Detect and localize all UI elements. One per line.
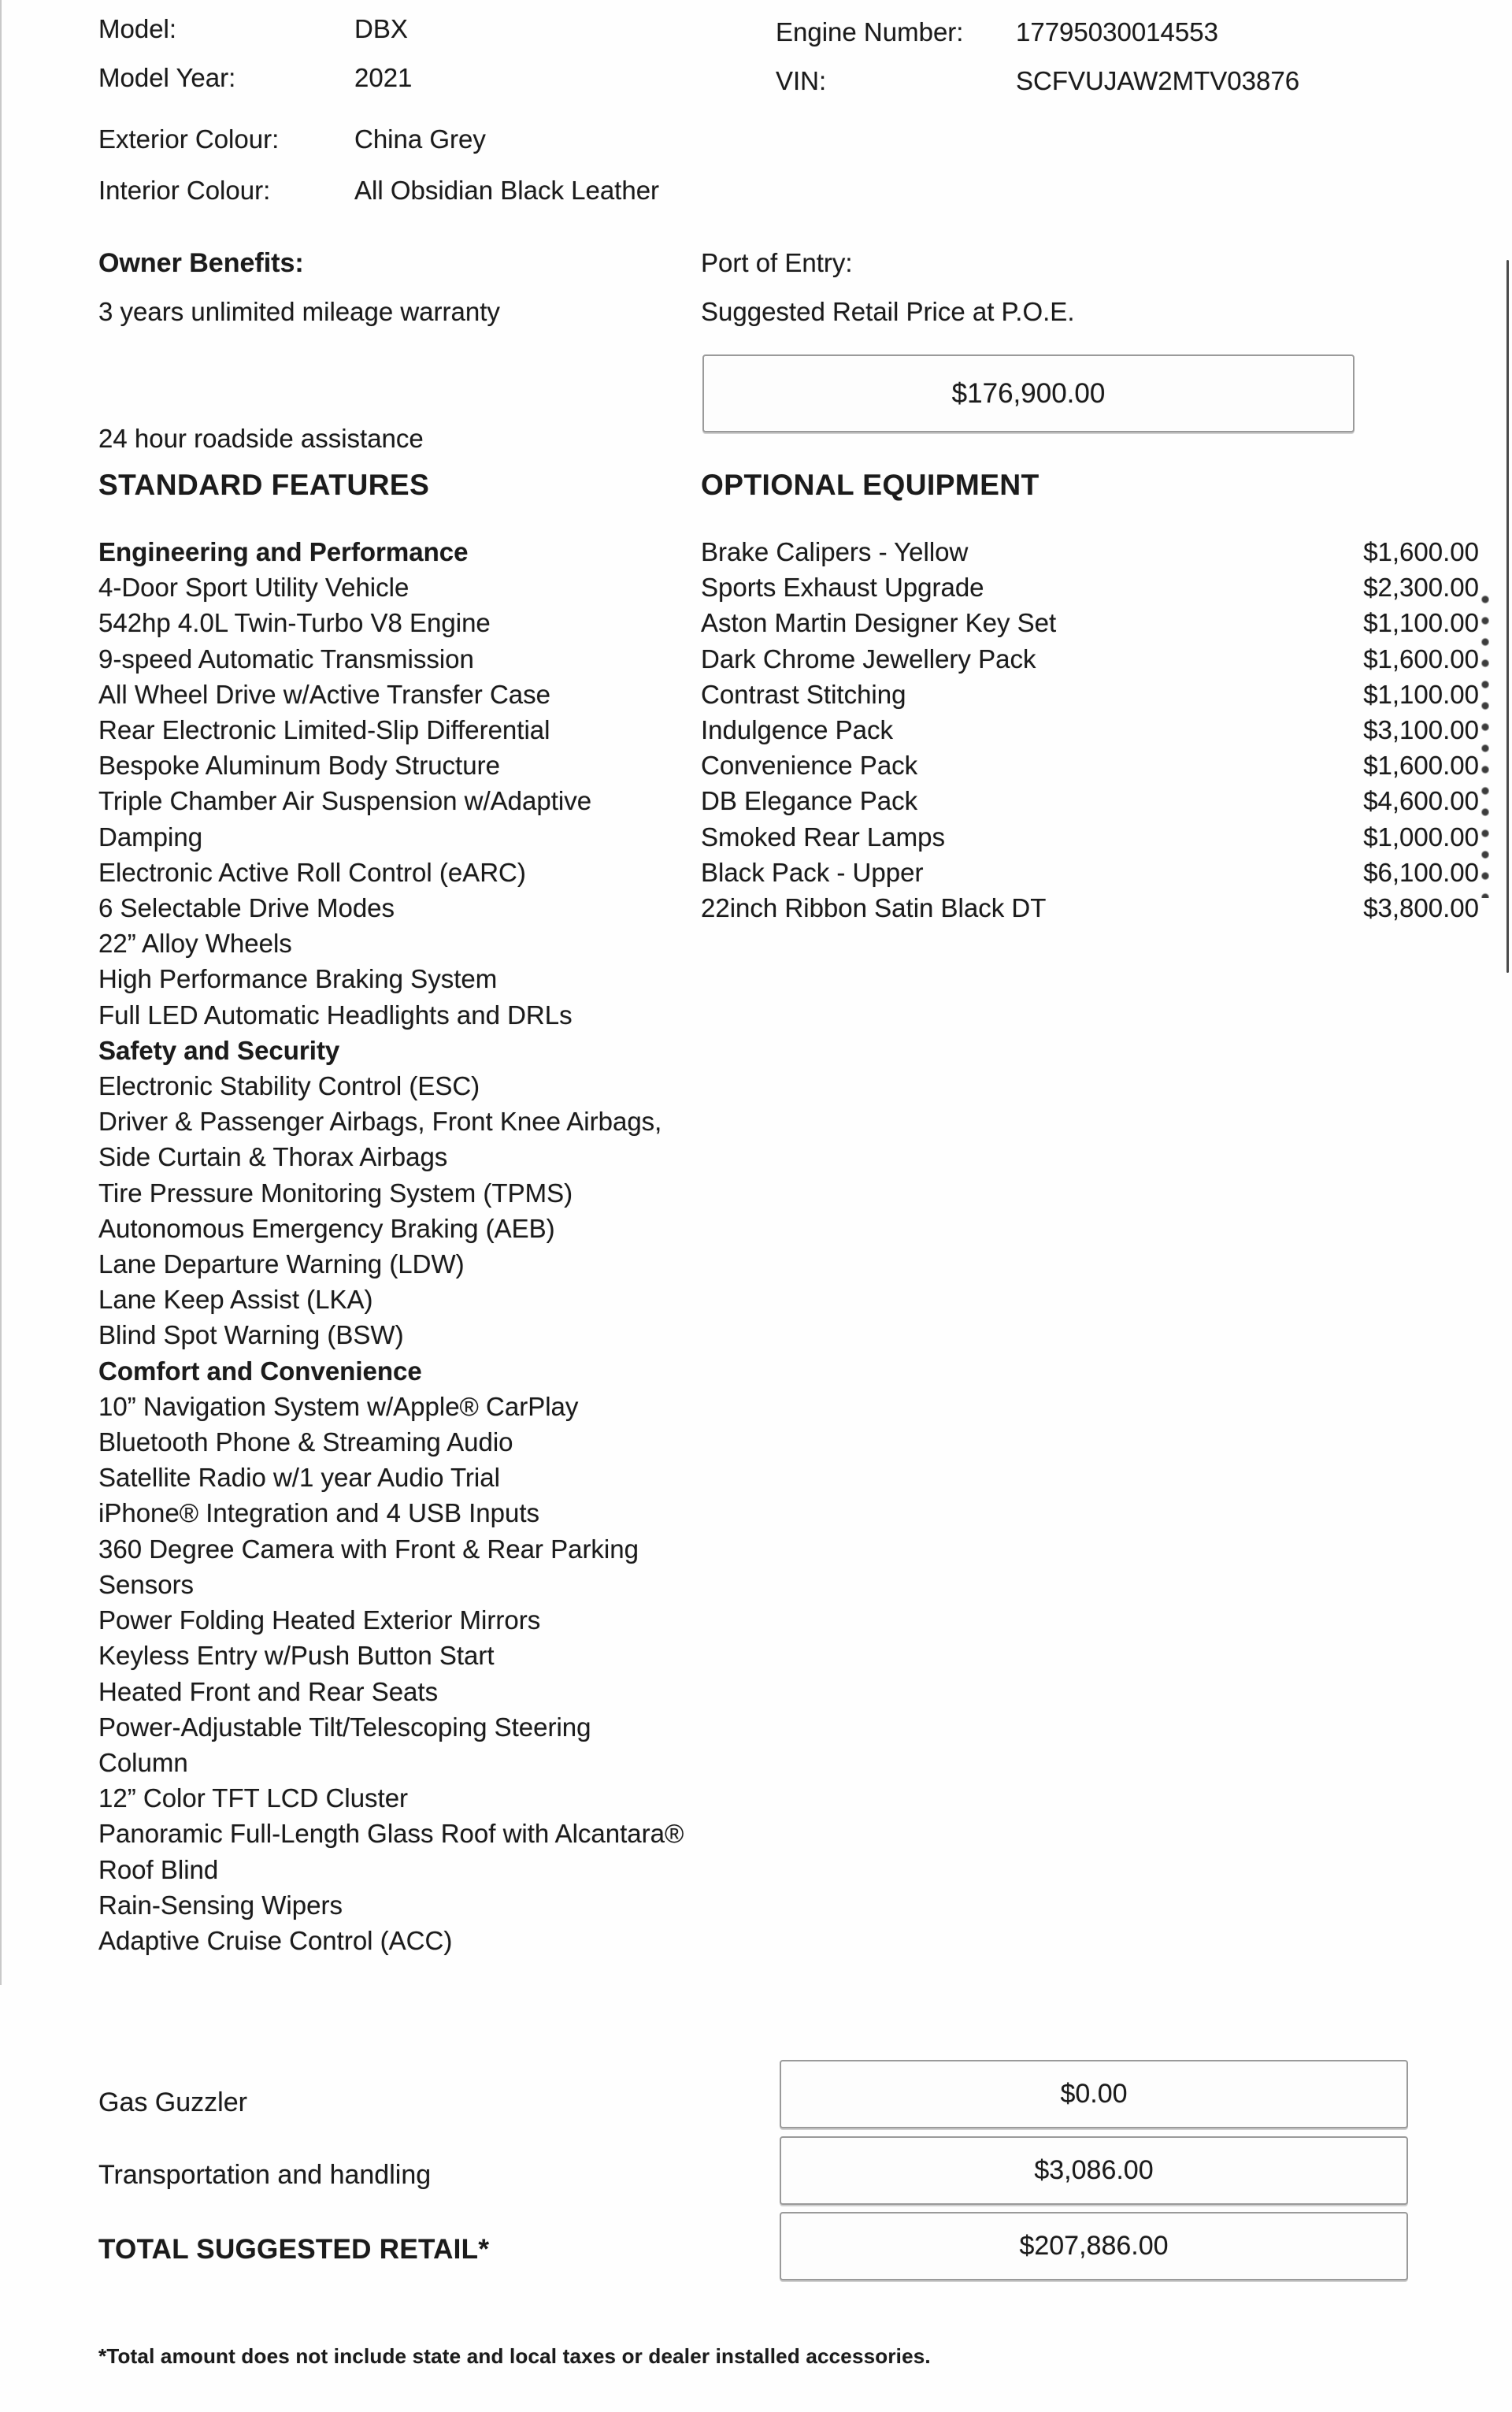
feature-item: 542hp 4.0L Twin-Turbo V8 Engine — [98, 608, 491, 638]
feature-item: Full LED Automatic Headlights and DRLs — [98, 1000, 573, 1030]
model-value: DBX — [354, 14, 408, 43]
vin-row — [776, 65, 1299, 98]
optional-equipment-name: Black Pack - Upper — [701, 857, 924, 887]
interior-colour-label: Interior Colour: — [98, 176, 271, 205]
feature-item: 6 Selectable Drive Modes — [98, 893, 395, 923]
optional-equipment-row — [701, 748, 1479, 783]
optional-equipment-row — [701, 570, 1479, 605]
total-suggested-retail-value: $207,886.00 — [1019, 2231, 1169, 2261]
feature-item: Power Folding Heated Exterior Mirrors — [98, 1605, 541, 1635]
feature-item: Driver & Passenger Airbags, Front Knee Airbags, Side Curtain & Thorax Airbags — [98, 1107, 662, 1172]
feature-item: Electronic Stability Control (ESC) — [98, 1071, 480, 1101]
optional-equipment-row — [701, 534, 1479, 570]
feature-item: 10” Navigation System w/Apple® CarPlay — [98, 1391, 579, 1421]
model-year-label: Model Year: — [98, 63, 236, 92]
interior-colour-row — [98, 174, 659, 207]
optional-equipment-price: $3,800.00 — [1363, 893, 1479, 923]
feature-item: High Performance Braking System — [98, 964, 498, 994]
feature-item: Power-Adjustable Tilt/Telescoping Steering Column — [98, 1712, 591, 1777]
model-label: Model: — [98, 14, 177, 43]
optional-equipment-row — [701, 855, 1479, 890]
feature-item: Bespoke Aluminum Body Structure — [98, 751, 500, 781]
feature-item: iPhone® Integration and 4 USB Inputs — [98, 1498, 540, 1528]
optional-equipment-row — [701, 712, 1479, 748]
gas-guzzler-value-box — [780, 2060, 1408, 2128]
feature-item: Satellite Radio w/1 year Audio Trial — [98, 1463, 500, 1493]
model-row — [98, 13, 408, 46]
feature-item: Lane Keep Assist (LKA) — [98, 1285, 373, 1315]
engine-number-label: Engine Number: — [776, 17, 964, 46]
owner-benefit-roadside: 24 hour roadside assistance — [98, 424, 424, 453]
optional-equipment-row — [701, 819, 1479, 855]
standard-features-list — [98, 534, 685, 1958]
vin-value: SCFVUJAW2MTV03876 — [1016, 66, 1300, 95]
feature-item: 4-Door Sport Utility Vehicle — [98, 573, 410, 603]
scan-artifact-dots — [1481, 589, 1489, 898]
optional-equipment-row — [701, 641, 1479, 677]
optional-equipment-price: $4,600.00 — [1363, 786, 1479, 816]
feature-item: Keyless Entry w/Push Button Start — [98, 1641, 495, 1671]
optional-equipment-name: Dark Chrome Jewellery Pack — [701, 644, 1036, 674]
owner-benefits-heading: Owner Benefits: — [98, 248, 304, 278]
optional-equipment-name: 22inch Ribbon Satin Black DT — [701, 893, 1047, 923]
exterior-colour-label: Exterior Colour: — [98, 124, 280, 154]
optional-equipment-row — [701, 890, 1479, 926]
feature-item: 12” Color TFT LCD Cluster — [98, 1783, 409, 1813]
footnote: *Total amount does not include state and local taxes or dealer installed accessories. — [98, 2344, 931, 2368]
optional-equipment-row — [701, 677, 1479, 712]
exterior-colour-row — [98, 123, 486, 156]
optional-equipment-name: DB Elegance Pack — [701, 786, 918, 816]
feature-group-title: Comfort and Convenience — [98, 1356, 422, 1386]
total-suggested-retail-label: TOTAL SUGGESTED RETAIL* — [98, 2234, 490, 2265]
optional-equipment-name: Aston Martin Designer Key Set — [701, 608, 1057, 638]
feature-item: Panoramic Full-Length Glass Roof with Alcantara® Roof Blind — [98, 1819, 684, 1884]
feature-item: Electronic Active Roll Control (eARC) — [98, 857, 526, 887]
engine-number-value: 17795030014553 — [1016, 17, 1218, 46]
gas-guzzler-label: Gas Guzzler — [98, 2087, 247, 2117]
optional-equipment-row — [701, 605, 1479, 640]
scan-artifact-right-edge — [1506, 260, 1509, 973]
optional-equipment-heading: OPTIONAL EQUIPMENT — [701, 469, 1040, 501]
optional-equipment-price: $6,100.00 — [1363, 857, 1479, 887]
feature-item: Lane Departure Warning (LDW) — [98, 1249, 465, 1279]
gas-guzzler-value: $0.00 — [1060, 2079, 1128, 2109]
feature-item: Bluetooth Phone & Streaming Audio — [98, 1427, 513, 1457]
optional-equipment-price: $1,000.00 — [1363, 822, 1479, 852]
feature-item: Autonomous Emergency Braking (AEB) — [98, 1213, 555, 1243]
feature-group-title: Safety and Security — [98, 1035, 340, 1065]
port-of-entry-label: Port of Entry: — [701, 248, 853, 277]
suggested-retail-label: Suggested Retail Price at P.O.E. — [701, 297, 1075, 326]
optional-equipment-name: Smoked Rear Lamps — [701, 822, 945, 852]
transportation-value-box — [780, 2136, 1408, 2205]
transportation-value: $3,086.00 — [1034, 2155, 1154, 2185]
optional-equipment-name: Brake Calipers - Yellow — [701, 537, 969, 566]
optional-equipment-name: Sports Exhaust Upgrade — [701, 573, 984, 603]
model-year-row — [98, 61, 412, 95]
optional-equipment-name: Contrast Stitching — [701, 679, 906, 709]
interior-colour-value: All Obsidian Black Leather — [354, 176, 660, 205]
optional-equipment-price: $1,600.00 — [1363, 644, 1479, 674]
optional-equipment-name: Indulgence Pack — [701, 715, 894, 745]
optional-equipment-row — [701, 783, 1479, 818]
feature-item: Blind Spot Warning (BSW) — [98, 1320, 404, 1350]
vin-label: VIN: — [776, 66, 827, 95]
optional-equipment-name: Convenience Pack — [701, 751, 918, 781]
optional-equipment-price: $1,600.00 — [1363, 751, 1479, 781]
feature-item: 360 Degree Camera with Front & Rear Parking Sensors — [98, 1534, 639, 1599]
feature-item: Rain-Sensing Wipers — [98, 1890, 343, 1920]
standard-features-heading: STANDARD FEATURES — [98, 469, 430, 501]
optional-equipment-price: $2,300.00 — [1363, 573, 1479, 603]
feature-item: Rear Electronic Limited-Slip Differential — [98, 715, 550, 745]
optional-equipment-price: $1,100.00 — [1363, 679, 1479, 709]
suggested-retail-price-box — [702, 354, 1354, 432]
feature-item: All Wheel Drive w/Active Transfer Case — [98, 679, 551, 709]
feature-item: 9-speed Automatic Transmission — [98, 644, 474, 674]
scan-artifact-left-edge — [0, 0, 2, 1985]
feature-item: Tire Pressure Monitoring System (TPMS) — [98, 1178, 573, 1208]
owner-benefit-warranty: 3 years unlimited mileage warranty — [98, 297, 500, 326]
suggested-retail-price-value: $176,900.00 — [951, 377, 1106, 409]
feature-group-title: Engineering and Performance — [98, 537, 469, 566]
model-year-value: 2021 — [354, 63, 413, 92]
feature-item: Heated Front and Rear Seats — [98, 1676, 439, 1706]
transportation-label: Transportation and handling — [98, 2160, 432, 2190]
total-suggested-retail-value-box — [780, 2212, 1408, 2280]
optional-equipment-list — [701, 534, 1479, 926]
optional-equipment-price: $1,100.00 — [1363, 608, 1479, 638]
optional-equipment-price: $3,100.00 — [1363, 715, 1479, 745]
exterior-colour-value: China Grey — [354, 124, 486, 154]
feature-item: Triple Chamber Air Suspension w/Adaptive Damping — [98, 786, 592, 852]
engine-number-row — [776, 16, 1218, 49]
optional-equipment-price: $1,600.00 — [1363, 537, 1479, 566]
feature-item: 22” Alloy Wheels — [98, 929, 292, 959]
feature-item: Adaptive Cruise Control (ACC) — [98, 1925, 453, 1955]
